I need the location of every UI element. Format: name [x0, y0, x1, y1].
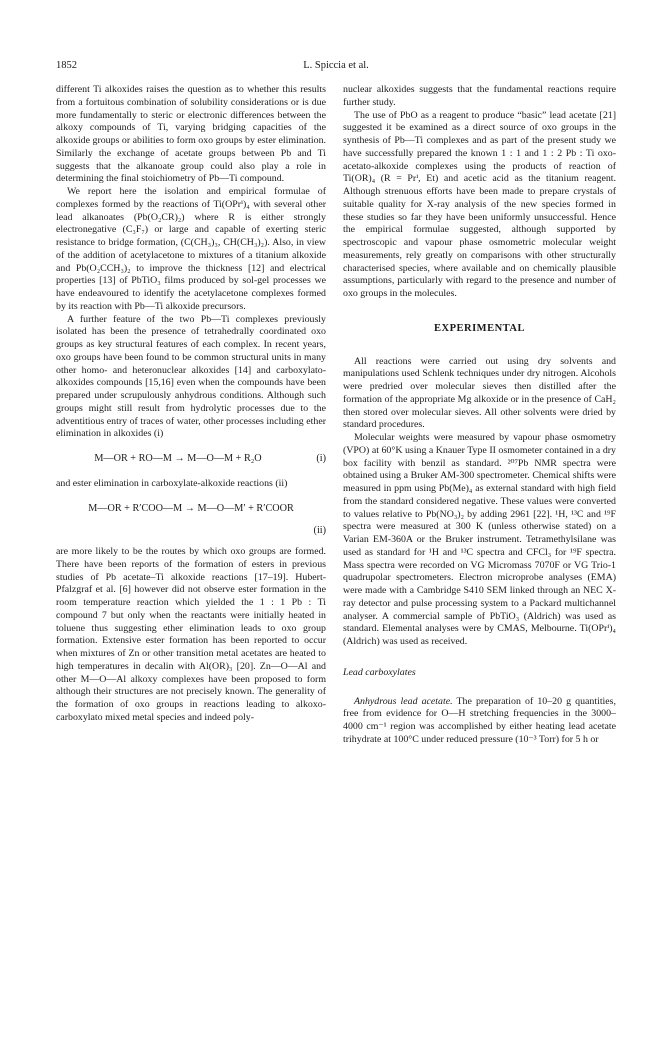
paragraph: All reactions were carried out using dry solvents and manipulations used Schlenk techniques under dry nitrogen. Alcohols were predried over molecular sieves then distilled after the formation of the appropriate Mg alkoxide or in the presence of CaH₂ then stored over molecular sieves. All other solvents were dried by standard procedures.	[343, 355, 616, 431]
paragraph: We report here the isolation and empirical formulae of complexes formed by the reactions of Ti(OPrⁱ)₄ with several other lead alkanoates (Pb(O₂CR)₂) where R is either strongly electronegative (C₃F₇) or large and capable of exerting steric resistance to bridge formation, (C(CH₃)₃, CH(CH₃)₂). Also, in view of the addition of acetylacetone to mixtures of a titanium alkoxide and Pb(O₂CCH₃)₂ to improve the thickness [12] and electrical properties [13] of PbTiO₃ films produced by sol-gel processes we have endeavoured to identify the acetylacetone complexes formed by its reaction with Pb—Ti alkoxide precursors.	[56, 186, 326, 312]
paragraph: The use of PbO as a reagent to produce “basic” lead acetate [21] suggested it be examined as a direct source of oxo groups in the synthesis of Pb—Ti complexes and as part of the present study we have successfully prepared the known 1 : 1 and 1 : 2 Pb : Ti oxo-acetato-alkoxide complexes using the products of reaction of Ti(OR)₄ (R = Prⁱ, Et) and acetic acid as the titanium reagent. Although strenuous efforts have been made to prepare crystals of suitable quality for X-ray analysis of the new species formed in these studies so far they have been uniformly unsuccessful. Hence the empirical formulae suggested, although supported by spectroscopic and vapour phase osmometric molecular weight measurements, rely greatly on comparisons with other structurally characterised species, where available and on chemically plausible assumptions, particularly with regard to the presence and number of oxo groups in the molecules.	[343, 109, 616, 299]
equation-i	[56, 453, 326, 466]
paragraph: different Ti alkoxides raises the question as to whether this results from a fortuitous combination of solubility considerations or is due more fundamentally to steric or electronic differences between the alkoxy compounds of Ti, varying bridging capacities of the alkoxide groups or abilities to form oxo groups by ester elimination. Similarly the exchange of acetate groups between Pb and Ti suggests that the alkanoate group could also play a role in determining the final stoichiometry of Pb—Ti compound.	[56, 84, 326, 185]
right-column	[343, 84, 616, 747]
subsection-heading: Lead carboxylates	[343, 666, 416, 678]
paragraph-lead: Anhydrous lead acetate.	[354, 695, 453, 707]
running-head: L. Spiccia et al.	[303, 60, 369, 71]
equation-ii	[56, 503, 326, 539]
equation-number: (ii)	[313, 525, 326, 537]
paragraph: Molecular weights were measured by vapour phase osmometry (VPO) at 60°K using a Knauer Type II osmometer contained in a dry box facility with benzil as standard. ²⁰⁷Pb NMR spectra were obtained using a Bruker AM-300 spectrometer. Chemical shifts were measured in ppm using Pb(Me)₄ as external standard with high field from the standard considered negative. These values were converted to values relative to Pb(NO₃)₂ by adding 2961 [22]. ¹H, ¹³C and ¹⁹F spectra were measured at 300 K (unless otherwise stated) on a Varian EM-360A or the Bruker instrument. Tetramethylsilane was used as standard for ¹H and ¹³C spectra and CFCl₃ for ¹⁹F spectra. Mass spectra were recorded on VG Micromass 7070F or VG Trio-1 quadrupolar spectrometers. Electron microprobe analyses (EMA) were made with a Cambridge S410 SEM linked through an NEC X-ray detector and pulse processing system to a Packard multichannel analyser. A commercial sample of PbTiO₃ (Aldrich) was used as standard. Elemental analyses were by CMAS, Melbourne. Ti(OPrⁱ)₄ (Aldrich) was used as received.	[343, 432, 616, 647]
page-number: 1852	[56, 60, 77, 71]
paragraph: A further feature of the two Pb—Ti complexes previously isolated has been the presence of tetrahedrally coordinated oxo groups as key structural features of each complex. In recent years, oxo groups have been found to be common structural units in many other homo- and heteronuclear alkoxides [14] and carboxylato-alkoxides compounds [15,16] even when the compounds have been prepared under scrupulously anhydrous conditions. Although such groups might still result from hydrolytic processes due to the adventitious entry of traces of water, other processes including ether elimination in alkoxides (i)	[56, 313, 326, 440]
paragraph: nuclear alkoxides suggests that the fundamental reactions require further study.	[343, 84, 616, 108]
section-heading: EXPERIMENTAL	[434, 322, 525, 334]
equation-number: (i)	[316, 453, 326, 464]
equation-body: M—OR + RO—M → M—O—M + R₂O	[94, 453, 262, 464]
left-column	[56, 84, 326, 725]
paragraph-text: The preparation of 10–20 g quantities, free from evidence for O—H stretching frequencies in the 3000–4000 cm⁻¹ region was accomplished by either heating lead acetate trihydrate at 100°C under reduced pressure (10⁻³ Torr) for 5 h or	[343, 695, 616, 745]
page-header	[56, 60, 616, 76]
paragraph: and ester elimination in carboxylate-alkoxide reactions (ii)	[56, 477, 288, 489]
paragraph	[343, 696, 616, 747]
paragraph: are more likely to be the routes by which oxo groups are formed. There have been reports of the formation of esters in previous studies of Pb acetate–Ti alkoxide reactions [17–19]. Hubert-Pfalzgraf et al. [6] however did not observe ester formation in the room temperature reaction which yielded the 1 : 1 Pb : Ti compound 7 but only when the reactants were initially heated in toluene thus suggesting ether elimination leads to oxo group formation. Extensive ester formation has been reported to occur when mixtures of Zn or other transition metal acetates are heated to high temperatures in decalin with Al(OR)₃ [20]. Zn—O—Al and other M—O—Al alkoxy complexes have been proposed to form although their structures are not precisely known. The generality of the formation of oxo groups in reactions leading to alkoxo-carboxylato mixed metal species and indeed poly-	[56, 546, 326, 723]
equation-body: M—OR + R′COO—M → M—O—M′ + R′COOR	[88, 502, 294, 514]
